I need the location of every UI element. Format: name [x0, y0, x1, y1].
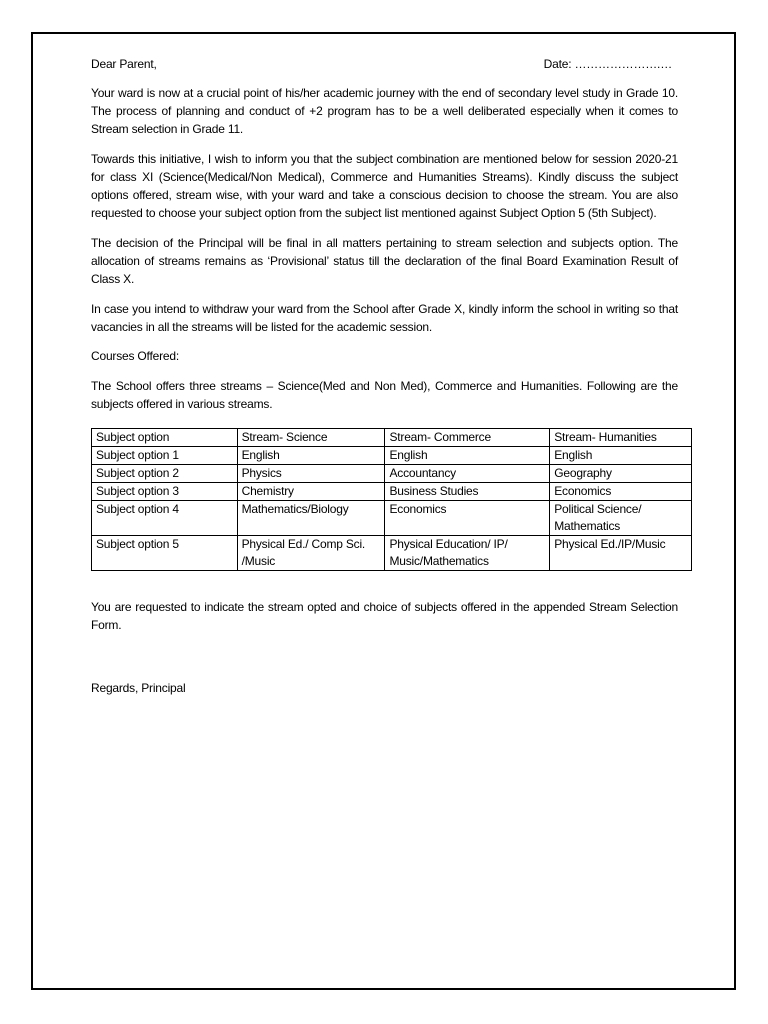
- table-cell: Subject option 5: [92, 536, 238, 571]
- letter-body: [91, 55, 678, 697]
- table-cell: English: [550, 447, 692, 465]
- table-cell: English: [385, 447, 550, 465]
- table-cell: Geography: [550, 465, 692, 483]
- table-cell: Physical Ed./ Comp Sci. /Music: [237, 536, 385, 571]
- table-cell: Subject option 2: [92, 465, 238, 483]
- paragraph-closing: You are requested to indicate the stream opted and choice of subjects offered in the appended Stream Selection Form.: [91, 600, 678, 632]
- table-cell: Chemistry: [237, 483, 385, 501]
- salutation: Dear Parent,: [91, 57, 157, 71]
- table-cell: Physics: [237, 465, 385, 483]
- table-row: [92, 483, 692, 501]
- table-cell: Economics: [550, 483, 692, 501]
- table-cell: Physical Ed./IP/Music: [550, 536, 692, 571]
- table-cell: Economics: [385, 501, 550, 536]
- table-cell: Subject option 4: [92, 501, 238, 536]
- table-cell: Subject option 1: [92, 447, 238, 465]
- date-field: Date: ………………….…: [543, 57, 672, 71]
- table-cell: Physical Education/ IP/ Music/Mathematics: [385, 536, 550, 571]
- subject-options-table: [91, 428, 692, 571]
- paragraph-intro: Your ward is now at a crucial point of his/her academic journey with the end of secondary level study in Grade 10. The process of planning and conduct of +2 program has to be a well deliberated especially when it comes to Stream selection in Grade 11.: [91, 86, 678, 136]
- table-header-cell: Stream- Science: [237, 429, 385, 447]
- paragraph-streams: The School offers three streams – Science(Med and Non Med), Commerce and Humanities. Following are the subjects offered in various streams.: [91, 379, 678, 411]
- paragraph-subject-combination: Towards this initiative, I wish to inform you that the subject combination are mentioned below for session 2020-21 for class XI (Science(Medical/Non Medical), Commerce and Humanities Streams). Kindly discuss the subject options offered, stream wise, with your ward and take a conscious decision to choose the stream. You are also requested to choose your subject option from the subject list mentioned against Subject Option 5 (5th Subject).: [91, 152, 678, 220]
- paragraph-withdrawal: In case you intend to withdraw your ward from the School after Grade X, kindly inform the school in writing so that vacancies in all the streams will be listed for the academic session.: [91, 302, 678, 334]
- table-header-cell: Stream- Humanities: [550, 429, 692, 447]
- table-cell: Political Science/ Mathematics: [550, 501, 692, 536]
- table-header-cell: Subject option: [92, 429, 238, 447]
- table-header-cell: Stream- Commerce: [385, 429, 550, 447]
- table-row: [92, 501, 692, 536]
- table-row: [92, 465, 692, 483]
- table-cell: Accountancy: [385, 465, 550, 483]
- table-row: [92, 447, 692, 465]
- table-row: [92, 536, 692, 571]
- paragraph-principal-decision: The decision of the Principal will be final in all matters pertaining to stream selection and subjects option. The allocation of streams remains as ‘Provisional’ status till the declaration of the final Board Examination Result of Class X.: [91, 236, 678, 286]
- table-cell: English: [237, 447, 385, 465]
- table-cell: Mathematics/Biology: [237, 501, 385, 536]
- table-cell: Business Studies: [385, 483, 550, 501]
- table-cell: Subject option 3: [92, 483, 238, 501]
- signoff: Regards, Principal: [91, 681, 186, 695]
- courses-offered-heading: Courses Offered:: [91, 349, 179, 363]
- table-header-row: [92, 429, 692, 447]
- letter-header: [91, 55, 678, 73]
